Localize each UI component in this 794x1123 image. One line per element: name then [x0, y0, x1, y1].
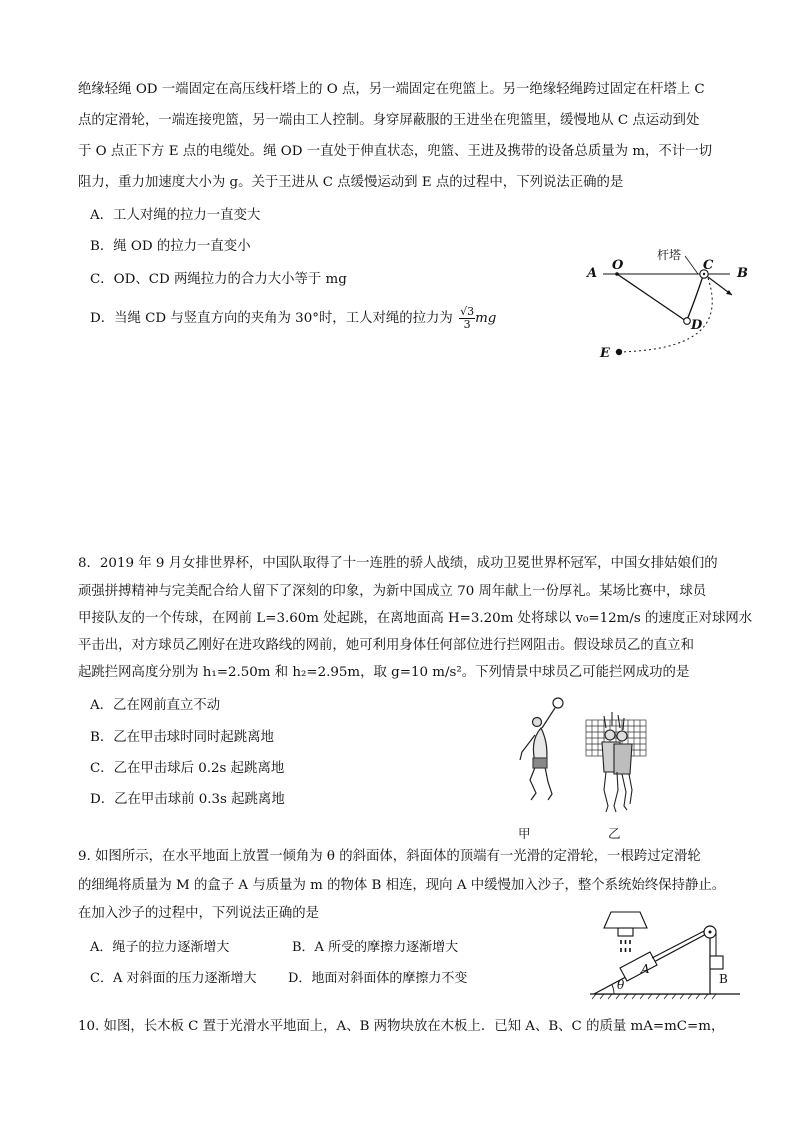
fraction-denominator: 3 [463, 318, 471, 331]
q7-stem-line: 于 O 点正下方 E 点的电缆处。绳 OD 一直处于伸直状态，兜篮、王进及携带的设备总质量为 m，不计一切 [78, 144, 712, 159]
q7-stem-line: 点的定滑轮，一端连接兜篮，另一端由工人控制。身穿屏蔽服的王进坐在兜篮里，缓慢地从 C 点运动到处 [78, 113, 700, 128]
block-b [710, 956, 723, 969]
q8-option-b[interactable]: B．乙在甲击球时同时起跳离地 [90, 730, 274, 745]
q8-option-a[interactable]: A．乙在网前直立不动 [90, 698, 221, 713]
label-o: O [612, 258, 624, 273]
q8-stem-line: 顽强拼搏精神与完美配合给人留下了深刻的印象，为新中国成立 70 周年献上一份厚礼。某场比赛中，球员 [78, 584, 707, 599]
q9-option-a[interactable]: A．绳子的拉力逐渐增大 [90, 940, 230, 955]
sand-hopper [604, 912, 647, 936]
q9-option-b[interactable]: B．A 所受的摩擦力逐渐增大 [292, 940, 459, 955]
label-jia: 甲 [518, 826, 531, 841]
label-tower: 杆塔 [657, 248, 682, 262]
fraction-numerator: √3 [460, 305, 475, 318]
q8-stem-line: 甲接队友的一个传球，在网前 L=3.60m 处起跳，在离地面高 H=3.20m 处将球以 v₀=12m/s 的速度正对球网水 [78, 611, 753, 626]
q8-stem-line: 8．2019 年 9 月女排世界杯，中国队取得了十一连胜的骄人战绩，成功卫冕世界杯冠军，中国女排姑娘们的 [78, 556, 718, 571]
q9-stem-line: 的细绳将质量为 M 的盒子 A 与质量为 m 的物体 B 相连，现向 A 中缓慢加入沙子，整个系统始终保持静止。 [78, 878, 726, 893]
q9-stem-line: 在加入沙子的过程中，下列说法正确的是 [78, 906, 320, 921]
q8-option-c[interactable]: C．乙在甲击球后 0.2s 起跳离地 [90, 761, 285, 776]
q8-stem-line: 平击出，对方球员乙刚好在进攻路线的网前，她可利用身体任何部位进行拦网阻击。假设球员乙的直立和 [78, 638, 694, 653]
q8-stem-line: 起跳拦网高度分别为 h₁=2.50m 和 h₂=2.95m，取 g=10 m/s²。下列情景中球员乙可能拦网成功的是 [78, 665, 690, 680]
fraction-suffix: mg [475, 311, 497, 326]
q7-stem-line: 绝缘轻绳 OD 一端固定在高压线杆塔上的 O 点，另一端固定在兜篮上。另一绝缘轻绳跨过固定在杆塔上 C [78, 82, 705, 97]
label-theta: θ [617, 978, 625, 992]
q7-option-c[interactable]: C．OD、CD 两绳拉力的合力大小等于 mg [90, 272, 347, 287]
q9-option-d[interactable]: D．地面对斜面体的摩擦力不变 [288, 971, 468, 986]
label-c: C [703, 258, 714, 273]
sand-dashes [621, 940, 630, 952]
label-a: A [587, 266, 598, 281]
q7-option-d-text: D．当绳 CD 与竖直方向的夹角为 30°时，工人对绳的拉力为 [90, 311, 453, 326]
label-b: B [737, 266, 748, 281]
q7-option-b[interactable]: B．绳 OD 的拉力一直变小 [90, 239, 251, 254]
label-yi: 乙 [608, 826, 621, 841]
ground-hatch [592, 994, 716, 999]
q7-option-a[interactable]: A．工人对绳的拉力一直变大 [90, 208, 261, 223]
q9-stem-line: 9. 如图所示，在水平地面上放置一倾角为 θ 的斜面体，斜面体的顶端有一光滑的定滑轮，一根跨过定滑轮 [78, 849, 701, 864]
label-box-a: A [641, 962, 650, 976]
label-e: E [600, 346, 610, 361]
label-d: D [691, 318, 703, 333]
q8-option-d[interactable]: D．乙在甲击球前 0.3s 起跳离地 [90, 792, 285, 807]
q10-stem-line: 10. 如图，长木板 C 置于光滑水平地面上，A、B 两物块放在木板上．已知 A、B、C 的质量 mA=mC=m， [78, 1019, 725, 1034]
label-block-b: B [719, 972, 728, 986]
q9-option-c[interactable]: C．A 对斜面的压力逐渐增大 [90, 971, 257, 986]
q7-stem-line: 阻力，重力加速度大小为 g。关于王进从 C 点缓慢运动到 E 点的过程中，下列说法正确的是 [78, 175, 624, 190]
